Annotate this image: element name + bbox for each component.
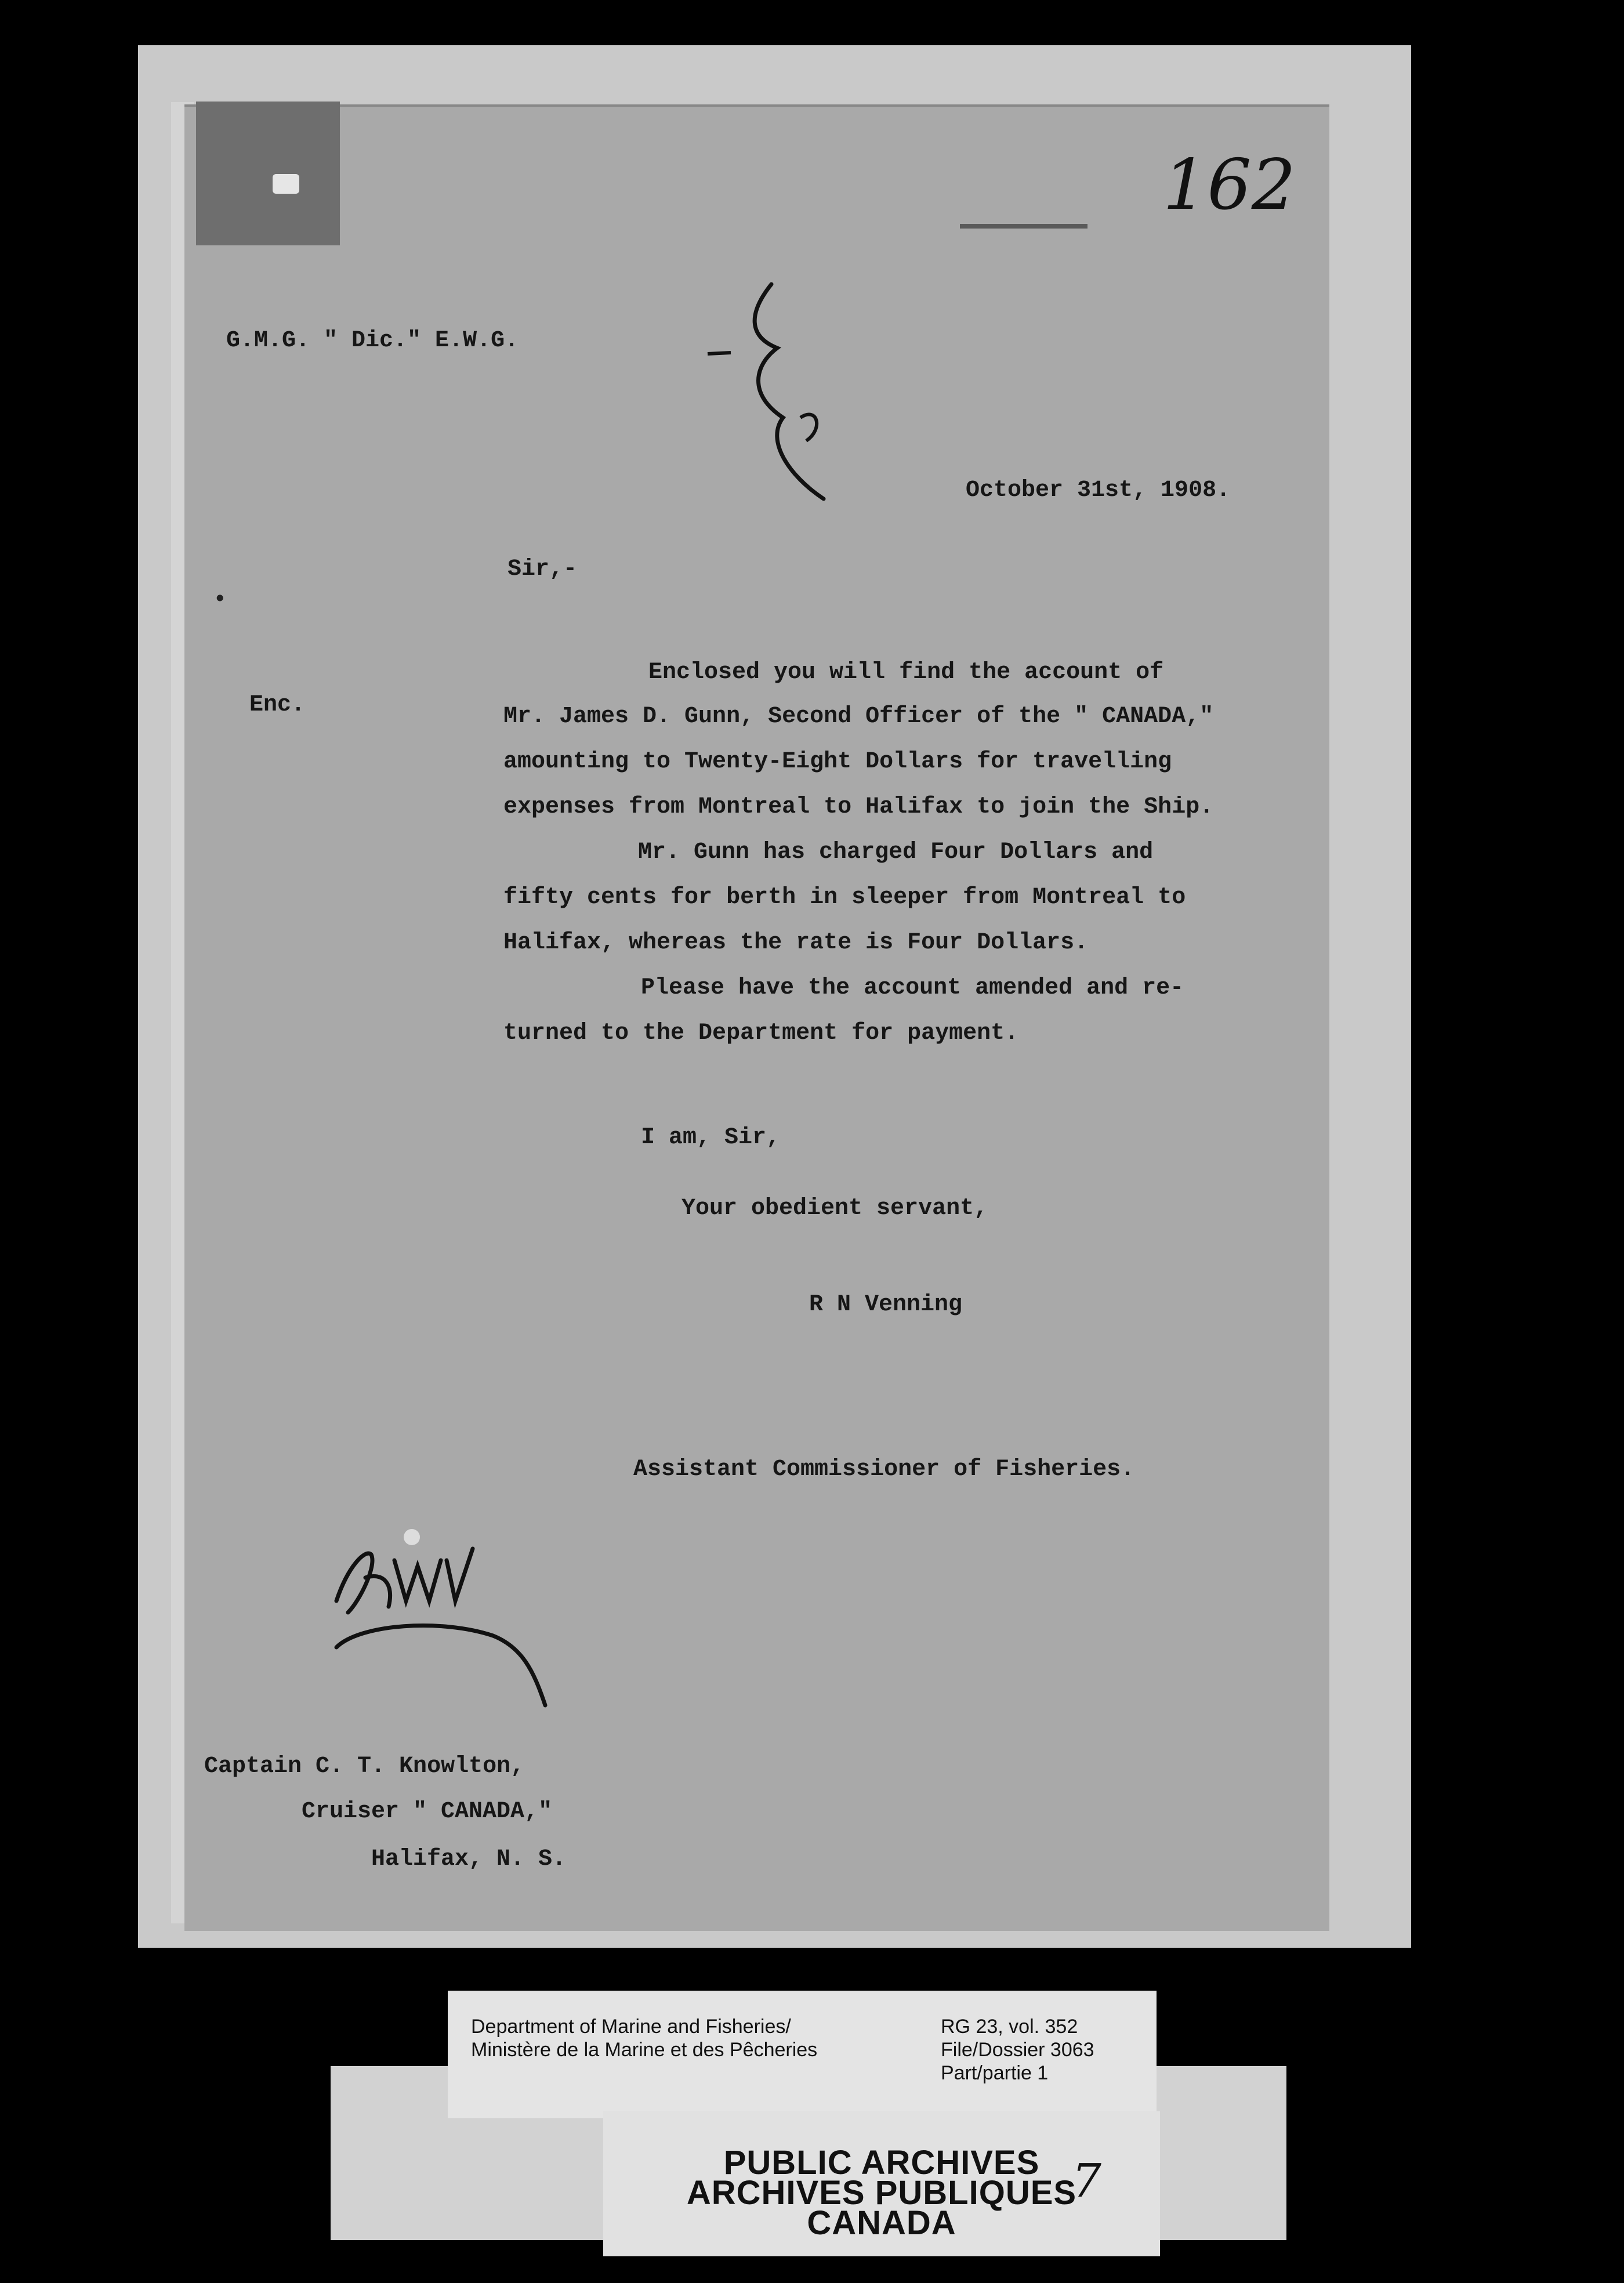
stamp-line-1: PUBLIC ARCHIVES bbox=[723, 2144, 1040, 2181]
staple-mark bbox=[273, 174, 299, 194]
addressee-line: Halifax, N. S. bbox=[371, 1846, 567, 1872]
stamp-line-3: CANADA bbox=[807, 2204, 956, 2242]
archive-handwritten-mark: 7 bbox=[1072, 2154, 1101, 2208]
body-line: turned to the Department for payment. bbox=[503, 1020, 1019, 1046]
signatory-name: R N Venning bbox=[809, 1292, 963, 1318]
salutation: Sir,- bbox=[507, 556, 578, 582]
body-line: amounting to Twenty-Eight Dollars for travelling bbox=[503, 749, 1172, 775]
body-line: fifty cents for berth in sleeper from Montreal to bbox=[503, 885, 1186, 911]
stamp-line-2: ARCHIVES PUBLIQUES bbox=[686, 2174, 1077, 2212]
addressee-line: Captain C. T. Knowlton, bbox=[204, 1753, 525, 1780]
archive-file: File/Dossier 3063 bbox=[941, 2039, 1094, 2061]
handwritten-routing-mark bbox=[684, 267, 858, 510]
handwritten-initials bbox=[325, 1525, 568, 1717]
body-line: Halifax, whereas the rate is Four Dollars. bbox=[503, 930, 1089, 956]
signatory-title: Assistant Commissioner of Fisheries. bbox=[633, 1456, 1135, 1483]
closing-line: Your obedient servant, bbox=[682, 1195, 988, 1222]
margin-mark: • bbox=[213, 586, 227, 611]
body-line: Mr. James D. Gunn, Second Officer of the " CANADA," bbox=[503, 704, 1214, 730]
letter-date: October 31st, 1908. bbox=[966, 477, 1231, 503]
body-line: Please have the account amended and re- bbox=[641, 975, 1184, 1001]
corner-tab bbox=[196, 102, 340, 245]
body-line: expenses from Montreal to Halifax to join the Ship. bbox=[503, 794, 1214, 820]
department-fr: Ministère de la Marine et des Pêcheries bbox=[471, 2039, 818, 2061]
enclosure-note: Enc. bbox=[249, 692, 306, 718]
body-line: Mr. Gunn has charged Four Dollars and bbox=[638, 839, 1154, 865]
body-line: Enclosed you will find the account of bbox=[648, 659, 1164, 686]
department-en: Department of Marine and Fisheries/ bbox=[471, 2016, 791, 2038]
addressee-line: Cruiser " CANADA," bbox=[302, 1799, 553, 1825]
page-number: 162 bbox=[1163, 145, 1296, 226]
faint-mark bbox=[960, 224, 1088, 229]
archive-reference: RG 23, vol. 352 bbox=[941, 2016, 1078, 2038]
archive-part: Part/partie 1 bbox=[941, 2062, 1049, 2084]
closing-line: I am, Sir, bbox=[641, 1125, 781, 1151]
initials-header: G.M.G. " Dic." E.W.G. bbox=[226, 328, 519, 354]
